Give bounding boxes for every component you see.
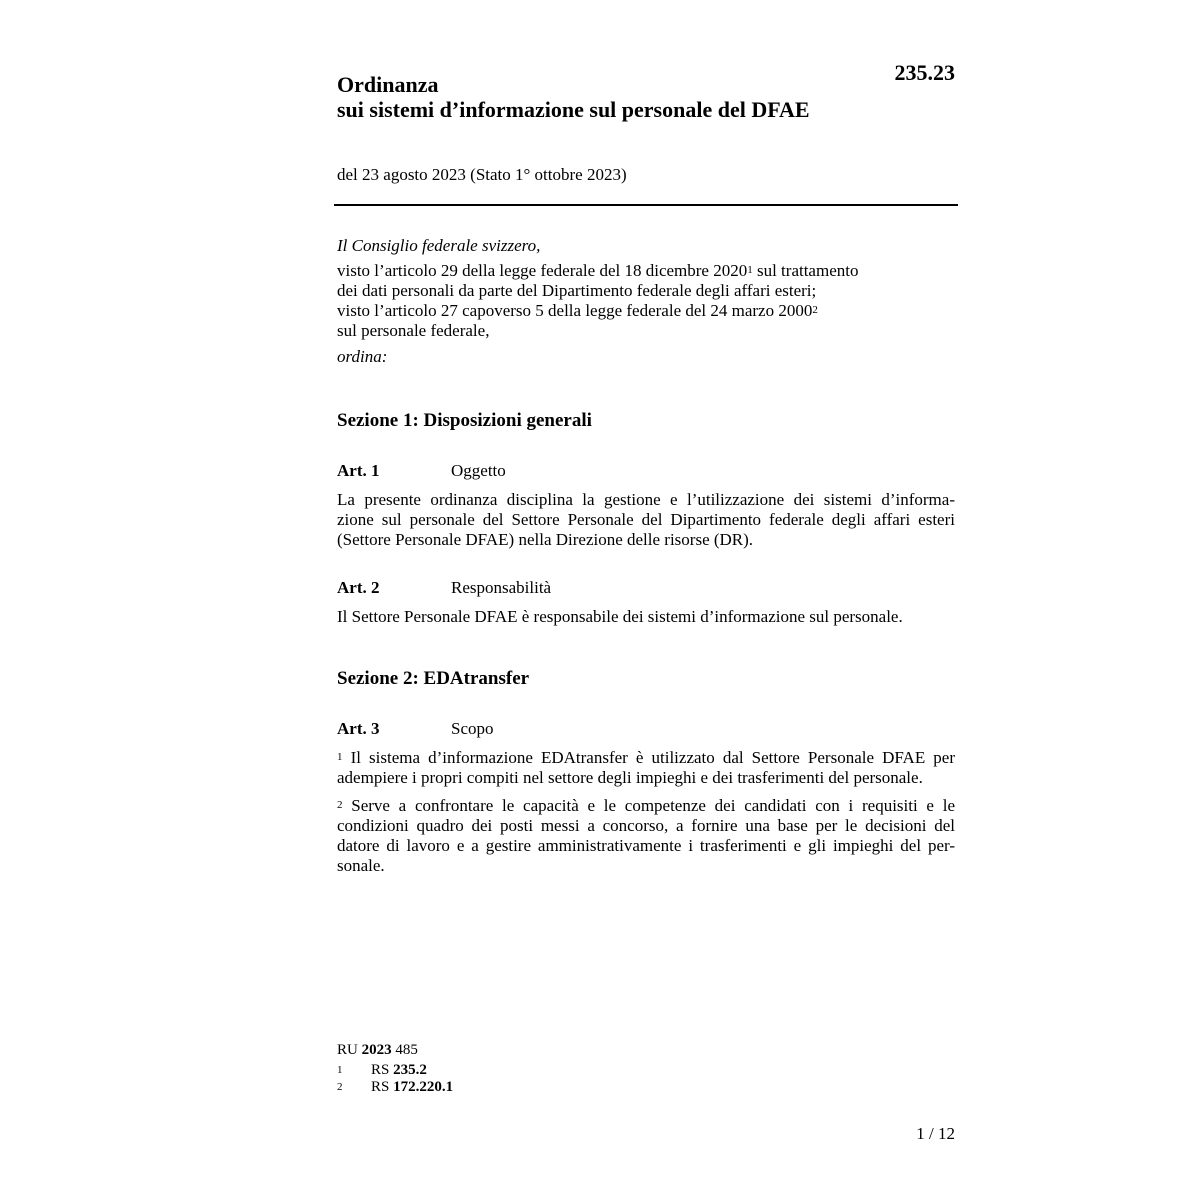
footnote-prefix: RS	[371, 1079, 394, 1095]
article-2-text	[337, 607, 955, 627]
article-1-line: zione sul personale del Settore Personale del Dipartimento federale degli affari esteri	[337, 510, 955, 529]
article-1-title: Oggetto	[451, 461, 506, 480]
article-3-para-2-line: datore di lavoro e a gestire amministrativamente i trasferimenti e gli impieghi del per-	[337, 836, 955, 855]
article-2-title: Responsabilità	[451, 578, 552, 597]
article-3-number: Art. 3	[337, 719, 380, 738]
article-1-number: Art. 1	[337, 461, 380, 480]
ru-prefix: RU	[337, 1042, 362, 1058]
ru-year: 2023	[361, 1042, 392, 1058]
section-heading-1: Sezione 1: Disposizioni generali	[337, 410, 592, 431]
article-3-para-2-line-1-text: Serve a confrontare le capacità e le competenze dei candidati con i requisiti e le	[342, 796, 955, 815]
title-line-2: sui sistemi d’informazione sul personale del DFAE	[337, 97, 810, 122]
paragraph-number-2: 2	[337, 799, 343, 811]
footnote-ref-2[interactable]: 2	[812, 304, 818, 316]
horizontal-rule	[334, 204, 958, 206]
preamble-orders: ordina:	[337, 347, 388, 366]
footnote-1	[337, 1062, 453, 1079]
preamble-line-1	[337, 261, 957, 281]
title-line-1: Ordinanza	[337, 72, 439, 97]
preamble-council: Il Consiglio federale svizzero,	[337, 236, 541, 255]
preamble-line-3	[337, 301, 957, 321]
footnote-2	[337, 1079, 453, 1096]
article-2-line: Il Settore Personale DFAE è responsabile dei sistemi d’informazione sul personale.	[337, 607, 903, 626]
article-2-heading	[337, 578, 551, 598]
footnote-ref-1[interactable]: 1	[747, 264, 753, 276]
preamble-line-2: dei dati personali da parte del Dipartimento federale degli affari esteri;	[337, 281, 817, 300]
preamble-line-3-text: visto l’articolo 27 capoverso 5 della legge federale del 24 marzo 2000	[337, 301, 813, 320]
article-3-heading	[337, 719, 494, 739]
page-number: 1 / 12	[916, 1124, 955, 1143]
preamble-line-4: sul personale federale,	[337, 321, 490, 340]
footnote-prefix: RS	[371, 1062, 394, 1078]
article-3-para-1-line-1-text: Il sistema d’informazione EDAtransfer è utilizzato dal Settore Personale DFAE per	[342, 748, 955, 767]
document-number: 235.23	[894, 60, 955, 85]
article-3-paragraph-1	[337, 748, 955, 788]
preamble-line-1-tail: sul trattamento	[752, 261, 859, 280]
ru-page: 485	[391, 1042, 418, 1058]
footnote-number: 2	[337, 1081, 343, 1093]
preamble	[337, 236, 957, 367]
article-3-para-1-line: adempiere i propri compiti nel settore degli impieghi e dei trasferimenti del personale.	[337, 768, 923, 787]
article-3-para-2-line: sonale.	[337, 856, 385, 875]
footnotes	[337, 1062, 453, 1096]
article-3-para-1-line-1	[337, 748, 955, 768]
official-compilation-reference	[337, 1042, 418, 1059]
article-2-number: Art. 2	[337, 578, 380, 597]
paragraph-number-1: 1	[337, 751, 343, 763]
preamble-line-1-text: visto l’articolo 29 della legge federale del 18 dicembre 2020	[337, 261, 748, 280]
article-3-title: Scopo	[451, 719, 494, 738]
document-title	[337, 72, 897, 122]
article-1-text	[337, 490, 955, 550]
article-1-line: (Settore Personale DFAE) nella Direzione delle risorse (DR).	[337, 530, 754, 549]
article-1-line: La presente ordinanza disciplina la gestione e l’utilizzazione dei sistemi d’informa-	[337, 490, 955, 509]
footnote-number: 1	[337, 1064, 343, 1076]
article-3-paragraph-2	[337, 796, 955, 876]
date-line: del 23 agosto 2023 (Stato 1° ottobre 2023)	[337, 165, 627, 184]
article-3-para-2-line-1	[337, 796, 955, 816]
footnote-link[interactable]: 235.2	[393, 1062, 427, 1078]
article-3-para-2-line: condizioni quadro dei posti messi a concorso, a fornire una base per le decisioni del	[337, 816, 955, 835]
article-1-heading	[337, 461, 506, 481]
footnote-link[interactable]: 172.220.1	[393, 1079, 454, 1095]
section-heading-2: Sezione 2: EDAtransfer	[337, 668, 530, 689]
